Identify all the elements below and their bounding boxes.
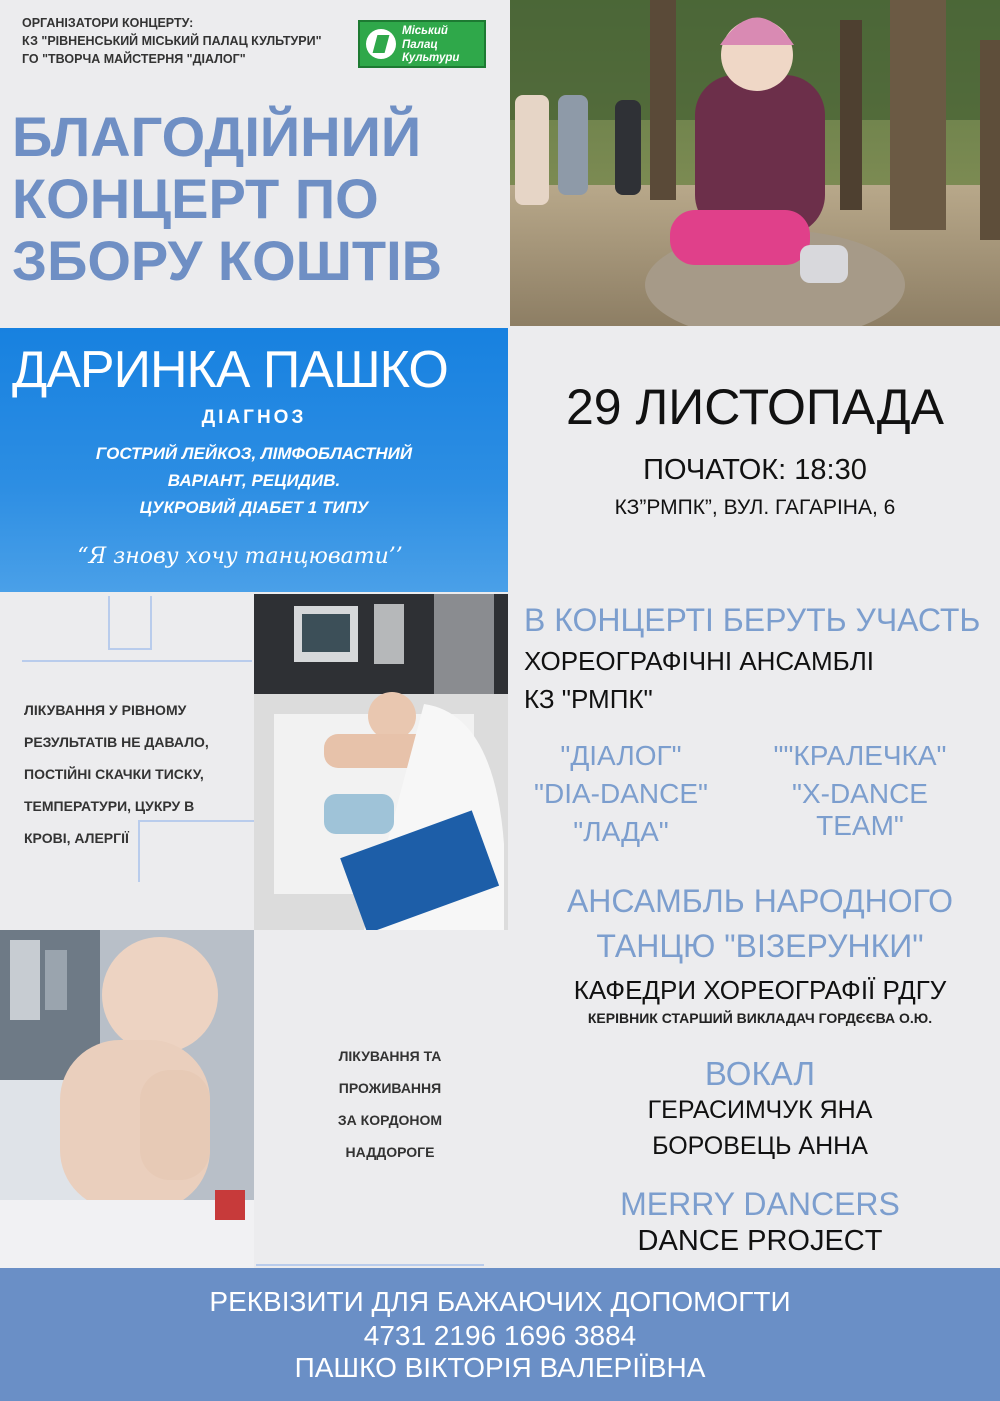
vocal-title: ВОКАЛ: [704, 1055, 816, 1092]
main-title-line-1: БЛАГОДІЙНИЙ: [12, 105, 422, 168]
note-1-line-3: ПОСТІЙНІ СКАЧКИ ТИСКУ,: [24, 766, 204, 782]
patient-quote: “Я знову хочу танцювати’’: [77, 544, 403, 569]
group-x-dance-team: "X-DANCE TEAM": [792, 778, 928, 841]
vocalist-1: ГЕРАСИМЧУК ЯНА: [647, 1096, 873, 1124]
logo-line-1: Міський: [402, 25, 448, 37]
photo-hospital-bed: [254, 594, 508, 930]
treatment-note-2: [300, 1040, 480, 1168]
organizer-1: КЗ "РІВНЕНСЬКИЙ МІСЬКИЙ ПАЛАЦ КУЛЬТУРИ": [22, 34, 322, 48]
event-venue: КЗ”РМПК”, ВУЛ. ГАГАРІНА, 6: [614, 496, 896, 519]
diagnosis-text: [0, 440, 508, 521]
group-dialog: "ДІАЛОГ": [560, 740, 682, 771]
photo-girl-in-park: [510, 0, 1000, 326]
participants-title: В КОНЦЕРТІ БЕРУТЬ УЧАСТЬ: [524, 602, 981, 638]
event-start-time: ПОЧАТОК: 18:30: [643, 454, 867, 486]
note-1-line-5: КРОВІ, АЛЕРГІЇ: [24, 830, 129, 846]
note-2-line-2: ПРОЖИВАННЯ: [338, 1080, 442, 1096]
participants-subtitle-2: КЗ "РМПК": [524, 684, 653, 714]
note-2-line-3: ЗА КОРДОНОМ: [337, 1112, 443, 1128]
group-lada: "ЛАДА": [573, 816, 669, 847]
participants-subtitle-1: ХОРЕОГРАФІЧНІ АНСАМБЛІ: [524, 646, 874, 676]
treatment-note-1: [24, 694, 244, 854]
photo-child-in-hospital: [0, 930, 254, 1268]
logo-line-3: Культури: [402, 52, 460, 64]
group-kralechka: ""КРАЛЕЧКА": [773, 740, 947, 771]
patient-name: ДАРИНКА ПАШКО: [12, 341, 448, 399]
merry-dancers-line-2: DANCE PROJECT: [637, 1225, 883, 1257]
ensemble-head: КЕРІВНИК СТАРШИЙ ВИКЛАДАЧ ГОРДЄЄВА О.Ю.: [587, 1010, 933, 1026]
footer-heading: РЕКВІЗИТИ ДЛЯ БАЖАЮЧИХ ДОПОМОГТИ: [209, 1286, 791, 1317]
note-1-line-1: ЛІКУВАННЯ У РІВНОМУ: [24, 702, 187, 718]
diagnosis-label: ДІАГНОЗ: [201, 407, 307, 428]
organizers-block: [22, 14, 352, 68]
palace-of-culture-logo: [358, 20, 486, 68]
decorative-bracket: [108, 596, 152, 650]
note-1-line-4: ТЕМПЕРАТУРИ, ЦУКРУ В: [24, 798, 195, 814]
logo-line-2: Палац: [402, 38, 438, 51]
diagnosis-line-2: ВАРІАНТ, РЕЦИДИВ.: [167, 471, 341, 490]
event-date: 29 ЛИСТОПАДА: [565, 379, 945, 435]
note-1-line-2: РЕЗУЛЬТАТІВ НЕ ДАВАЛО,: [24, 734, 209, 750]
group-dia-dance: "DIA-DANCE": [534, 778, 708, 809]
merry-dancers-line-1: MERRY DANCERS: [620, 1186, 900, 1222]
recipient-name: ПАШКО ВІКТОРІЯ ВАЛЕРІЇВНА: [294, 1352, 706, 1383]
main-title-line-2: КОНЦЕРТ ПО: [12, 167, 379, 230]
vocalist-2: БОРОВЕЦЬ АННА: [652, 1132, 868, 1160]
organizer-2: ГО "ТВОРЧА МАЙСТЕРНЯ "ДІАЛОГ": [22, 52, 246, 66]
department-name: КАФЕДРИ ХОРЕОГРАФІЇ РДГУ: [573, 975, 947, 1005]
note-2-line-4: НАДДОРОГЕ: [345, 1144, 435, 1160]
main-title-line-3: ЗБОРУ КОШТІВ: [12, 229, 443, 292]
logo-emblem-icon: [366, 29, 396, 59]
card-number: 4731 2196 1696 3884: [363, 1320, 637, 1351]
ensemble-line-2: ТАНЦЮ "ВІЗЕРУНКИ": [596, 928, 924, 964]
diagnosis-line-1: ГОСТРИЙ ЛЕЙКОЗ, ЛІМФОБЛАСТНИЙ: [95, 444, 413, 463]
diagnosis-line-3: ЦУКРОВИЙ ДІАБЕТ 1 ТИПУ: [139, 498, 369, 517]
ensemble-line-1: АНСАМБЛЬ НАРОДНОГО: [566, 883, 954, 919]
main-title: [12, 106, 502, 292]
organizers-heading: ОРГАНІЗАТОРИ КОНЦЕРТУ:: [22, 16, 194, 30]
note-2-line-1: ЛІКУВАННЯ ТА: [338, 1048, 442, 1064]
